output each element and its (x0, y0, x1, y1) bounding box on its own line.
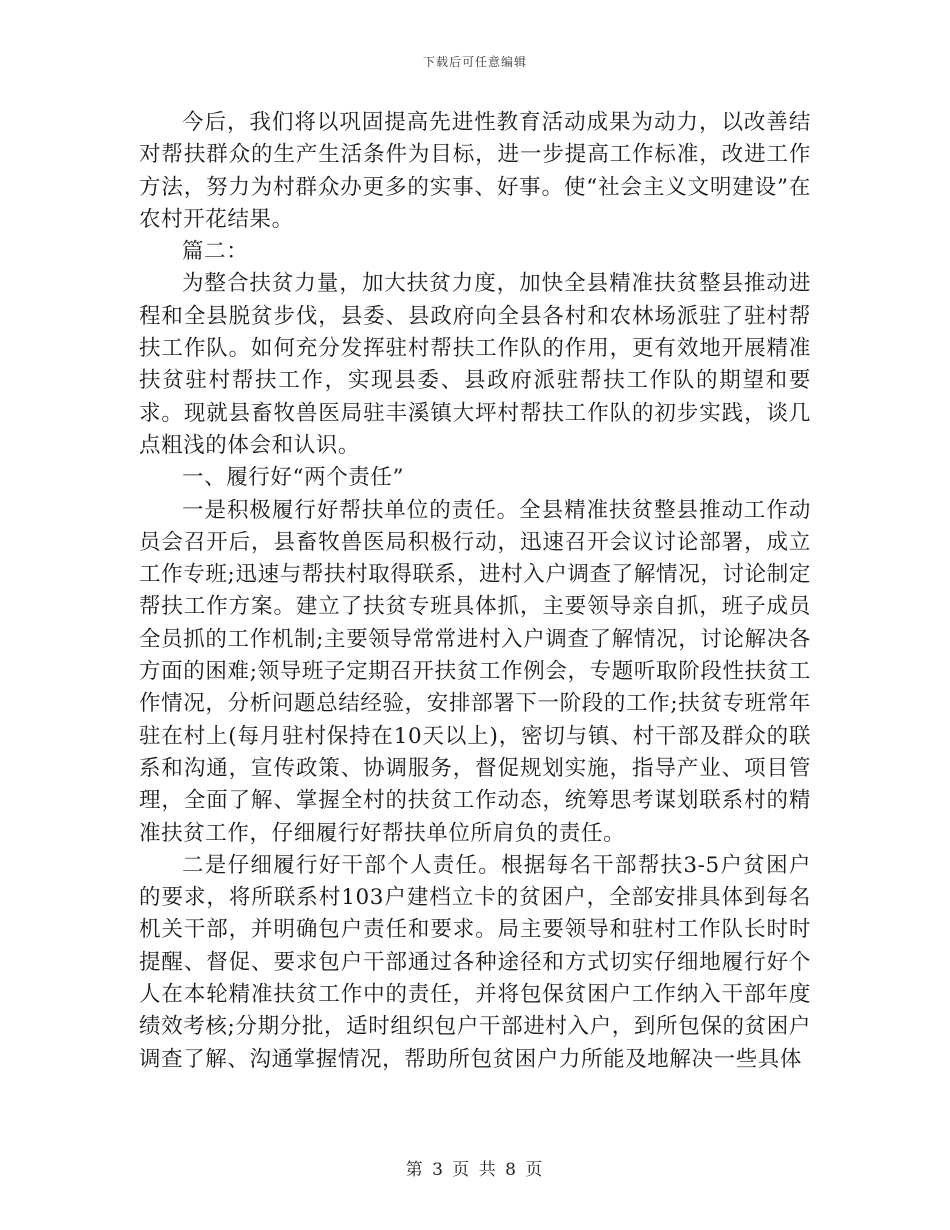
paragraph-cadre-responsibility: 二是仔细履行好干部个人责任。根据每名干部帮扶3-5户贫困户的要求，将所联系村103户建档立卡的贫困户，全部安排具体到每名机关干部，并明确包户责任和要求。局主要领导和驻村工作队长时时提醒、督促、要求包户干部通过各种途径和方式切实仔细地履行好个人在本轮精准扶贫工作中的责任，并将包保贫困户工作纳入干部年度绩效考核;分期分批，适时组织包户干部进村入户，到所包保的贫困户调查了解、沟通掌握情况，帮助所包贫困户力所能及地解决一些具体 (139, 852, 811, 1072)
document-body (139, 107, 811, 1076)
paragraph-intro: 为整合扶贫力量，加大扶贫力度，加快全县精准扶贫整县推动进程和全县脱贫步伐，县委、县政府向全县各村和农林场派驻了驻村帮扶工作队。如何充分发挥驻村帮扶工作队的作用，更有效地开展精准扶贫驻村帮扶工作，实现县委、县政府派驻帮扶工作队的期望和要求。现就县畜牧兽医局驻丰溪镇大坪村帮扶工作队的初步实践，谈几点粗浅的体会和认识。 (139, 271, 811, 458)
page-number-footer: 第 3 页 共 8 页 (405, 1160, 545, 1180)
section-heading-two-responsibilities: 一、履行好“两个责任” (182, 465, 405, 491)
paragraph-unit-responsibility: 一是积极履行好帮扶单位的责任。全县精准扶贫整县推动工作动员会召开后，县畜牧兽医局积极行动，迅速召开会议讨论部署，成立工作专班;迅速与帮扶村取得联系，进村入户调查了解情况，讨论制定帮扶工作方案。建立了扶贫专班具体抓，主要领导亲自抓，班子成员全员抓的工作机制;主要领导常常进村入户调查了解情况，讨论解决各方面的困难;领导班子定期召开扶贫工作例会，专题听取阶段性扶贫工作情况，分析问题总结经验，安排部署下一阶段的工作;扶贫专班常年驻在村上(每月驻村保持在10天以上)，密切与镇、村干部及群众的联系和沟通，宣传政策、协调服务，督促规划实施，指导产业、项目管理，全面了解、掌握全村的扶贫工作动态，统筹思考谋划联系村的精准扶贫工作，仔细履行好帮扶单位所肩负的责任。 (139, 497, 811, 846)
page-header: 下载后可任意编辑 (422, 55, 527, 69)
section-heading-part-two: 篇二： (182, 239, 249, 265)
paragraph-conclusion: 今后，我们将以巩固提高先进性教育活动成果为动力，以改善结对帮扶群众的生产生活条件为目标，进一步提高工作标准，改进工作方法，努力为村群众办更多的实事、好事。使“社会主义文明建设”在农村开花结果。 (139, 110, 811, 232)
